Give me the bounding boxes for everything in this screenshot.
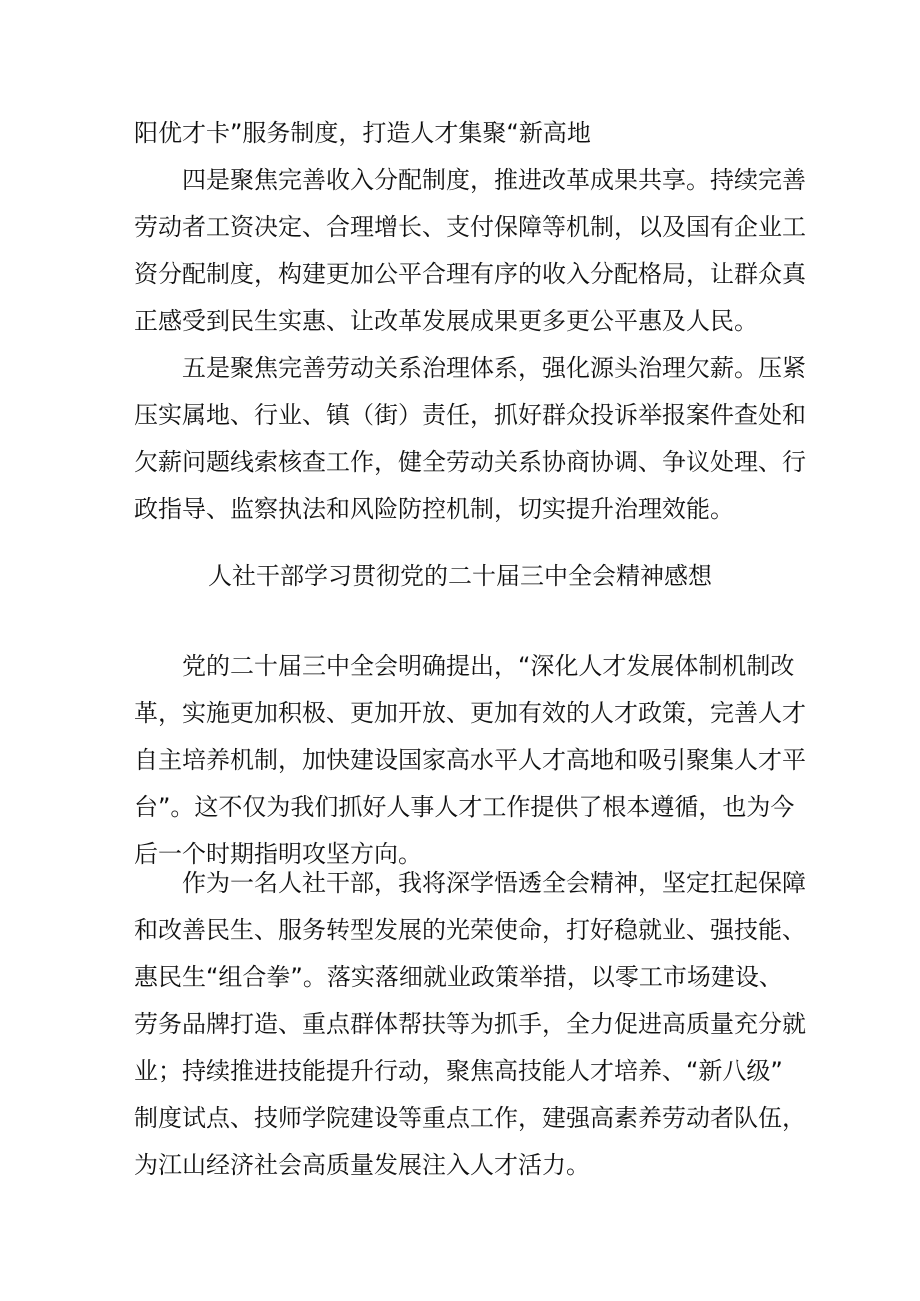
section-heading: 人社干部学习贯彻党的二十届三中全会精神感想: [208, 562, 712, 590]
paragraph-line: 压实属地、行业、镇（街）责任，抓好群众投诉举报案件查处和: [134, 401, 806, 429]
paragraph-line: 制度试点、技师学院建设等重点工作，建强高素养劳动者队伍，: [134, 1104, 806, 1132]
paragraph-line: 劳务品牌打造、重点群体帮扶等为抓手，全力促进高质量充分就: [134, 1010, 806, 1038]
paragraph-line: 为江山经济社会高质量发展注入人才活力。: [134, 1151, 590, 1179]
paragraph-line: 五是聚焦完善劳动关系治理体系，强化源头治理欠薪。压紧: [182, 354, 806, 382]
paragraph-line: 阳优才卡”服务制度，打造人才集聚“新高地: [134, 119, 591, 147]
paragraph-line: 劳动者工资决定、合理增长、支付保障等机制，以及国有企业工: [134, 213, 806, 241]
paragraph-line: 正感受到民生实惠、让改革发展成果更多更公平惠及人民。: [134, 307, 758, 335]
paragraph-line: 后一个时期指明攻坚方向。: [134, 840, 422, 868]
paragraph-line: 四是聚焦完善收入分配制度，推进改革成果共享。持续完善: [182, 166, 806, 194]
paragraph-line: 台”。这不仅为我们抓好人事人才工作提供了根本遵循，也为今: [134, 793, 795, 821]
paragraph-line: 革，实施更加积极、更加开放、更加有效的人才政策，完善人才: [134, 699, 806, 727]
paragraph-line: 党的二十届三中全会明确提出，“深化人才发展体制机制改: [182, 652, 795, 680]
paragraph-line: 惠民生“组合拳”。落实落细就业政策举措，以零工市场建设、: [134, 963, 783, 991]
paragraph-line: 作为一名人社干部，我将深学悟透全会精神，坚定扛起保障: [182, 869, 806, 897]
paragraph-line: 政指导、监察执法和风险防控机制，切实提升治理效能。: [134, 495, 734, 523]
paragraph-line: 自主培养机制，加快建设国家高水平人才高地和吸引聚集人才平: [134, 746, 806, 774]
paragraph-line: 资分配制度，构建更加公平合理有序的收入分配格局，让群众真: [134, 260, 806, 288]
paragraph-line: 和改善民生、服务转型发展的光荣使命，打好稳就业、强技能、: [134, 916, 806, 944]
paragraph-line: 欠薪问题线索核查工作，健全劳动关系协商协调、争议处理、行: [134, 448, 806, 476]
paragraph-line: 业；持续推进技能提升行动，聚焦高技能人才培养、“新八级”: [134, 1057, 783, 1085]
